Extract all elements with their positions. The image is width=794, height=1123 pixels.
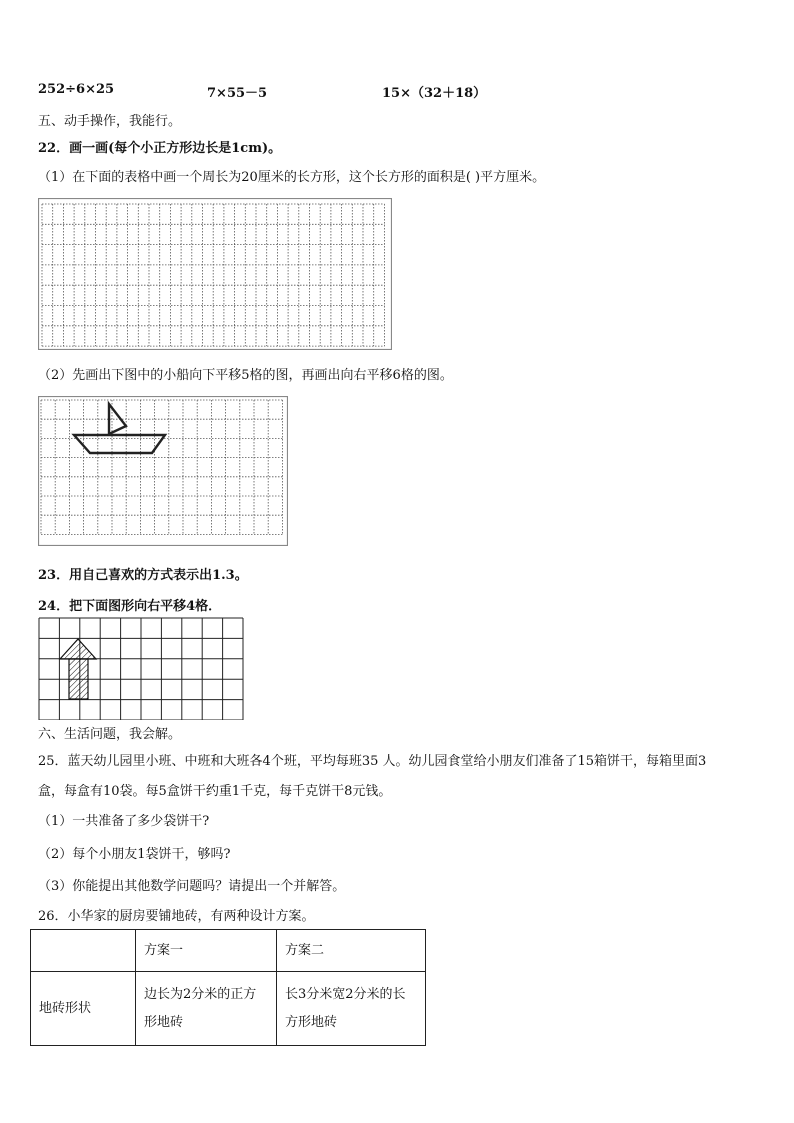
q24-title: 24．把下面图形向右平移4格． (38, 599, 222, 614)
table-header-plan2: 方案二 (277, 930, 426, 972)
arrow-figure (60, 639, 96, 699)
boat-grid[interactable] (38, 396, 288, 546)
table-row-label: 地砖形状 (31, 972, 136, 1046)
table-cell-plan2 (277, 972, 426, 1046)
arrow-head (60, 639, 96, 659)
boat-icon (74, 404, 165, 453)
table-header-row (31, 930, 426, 972)
drawing-grid-1[interactable] (38, 198, 392, 350)
table-header-empty (31, 930, 136, 972)
scheme-table (30, 929, 426, 1046)
table-row (31, 972, 426, 1046)
q25-sub3: （3）你能提出其他数学问题吗？请提出一个并解答。 (38, 879, 346, 894)
q22-part2: （2）先画出下图中的小船向下平移5格的图，再画出向右平移6格的图。 (38, 368, 453, 383)
plan1-line2: 形地砖 (144, 1014, 184, 1030)
expression-2: 7×55－5 (207, 86, 268, 101)
section-5-title: 五、动手操作，我能行。 (38, 114, 182, 129)
plan1-line1: 边长为2分米的正方 (144, 986, 257, 1002)
plan2-line1: 长3分米宽2分米的长 (285, 986, 406, 1002)
q25-sub2: （2）每个小朋友1袋饼干，够吗? (38, 847, 231, 862)
expression-1: 252÷6×25 (38, 82, 115, 97)
table-header-plan1: 方案一 (136, 930, 277, 972)
q25-line2: 盒，每盒有10袋。每5盒饼干约重1千克，每千克饼干8元钱。 (38, 784, 392, 799)
section-6-title: 六、生活问题，我会解。 (38, 727, 182, 742)
q22-title: 22．画一画(每个小正方形边长是1cm)。 (38, 141, 282, 156)
q25-line1: 25．蓝天幼儿园里小班、中班和大班各4个班，平均每班35 人。幼儿园食堂给小朋友们准备了15箱饼干，每箱里面3 (38, 754, 707, 769)
boat-hull (74, 435, 165, 453)
table-cell-plan1 (136, 972, 277, 1046)
q26-title: 26．小华家的厨房要铺地砖，有两种设计方案。 (38, 909, 315, 924)
q23-title: 23．用自己喜欢的方式表示出1.3。 (38, 568, 248, 583)
q22-part1: （1）在下面的表格中画一个周长为20厘米的长方形，这个长方形的面积是( )平方厘米。 (38, 170, 546, 185)
plan2-line2: 方形地砖 (285, 1014, 338, 1030)
arrow-shaft (69, 659, 88, 699)
q25-sub1: （1）一共准备了多少袋饼干? (38, 814, 210, 829)
expression-3: 15×（32＋18） (382, 86, 487, 101)
arrow-grid[interactable] (38, 617, 244, 720)
